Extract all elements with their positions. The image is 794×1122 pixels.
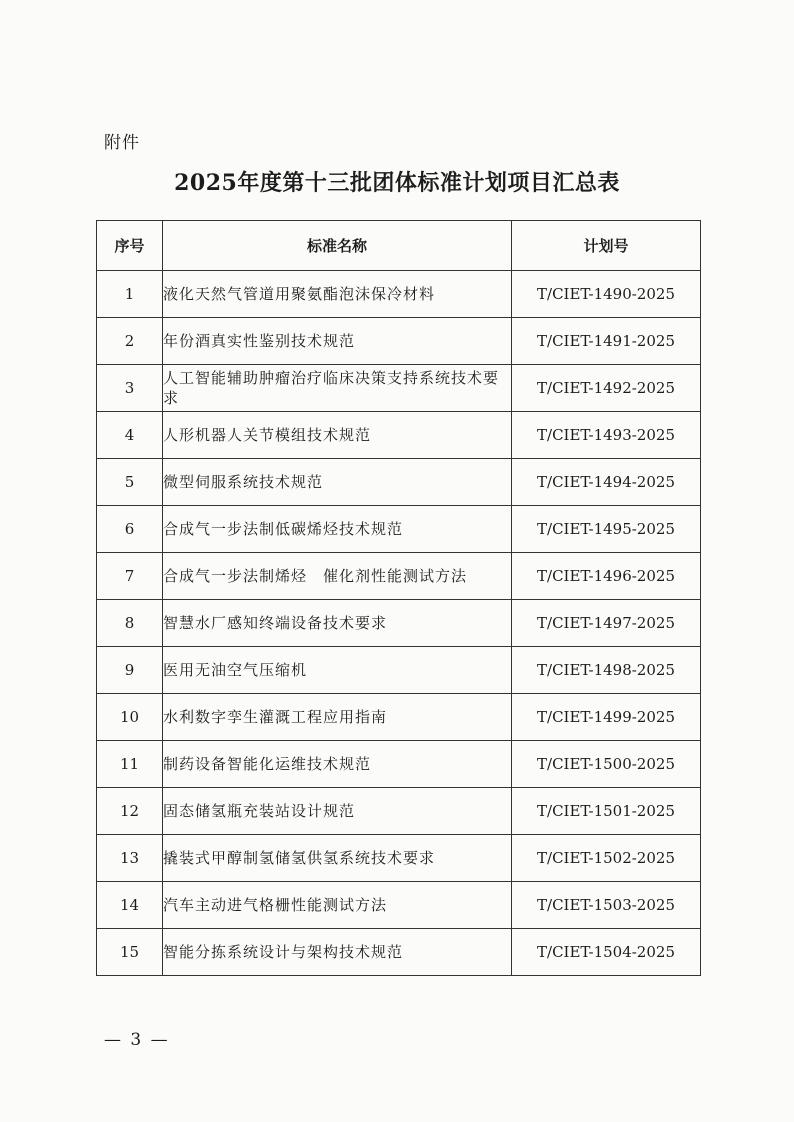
table-row — [97, 271, 701, 318]
table-row — [97, 412, 701, 459]
row-standard-name: 年份酒真实性鉴别技术规范 — [163, 318, 512, 365]
row-standard-name: 合成气一步法制低碳烯烃技术规范 — [163, 506, 512, 553]
row-seq: 3 — [97, 365, 163, 412]
standards-plan-table — [96, 220, 701, 976]
header-seq: 序号 — [97, 221, 163, 271]
row-standard-name: 微型伺服系统技术规范 — [163, 459, 512, 506]
row-standard-name: 水利数字孪生灌溉工程应用指南 — [163, 694, 512, 741]
row-seq: 1 — [97, 271, 163, 318]
row-plan-number: T/CIET-1495-2025 — [512, 506, 701, 553]
table-row — [97, 929, 701, 976]
row-seq: 10 — [97, 694, 163, 741]
row-standard-name: 人工智能辅助肿瘤治疗临床决策支持系统技术要求 — [163, 365, 512, 412]
row-plan-number: T/CIET-1497-2025 — [512, 600, 701, 647]
row-plan-number: T/CIET-1502-2025 — [512, 835, 701, 882]
page-number: — 3 — — [104, 1030, 170, 1050]
row-seq: 2 — [97, 318, 163, 365]
table-row — [97, 788, 701, 835]
table-row — [97, 600, 701, 647]
document-title: 2025年度第十三批团体标准计划项目汇总表 — [174, 170, 620, 196]
row-standard-name: 撬装式甲醇制氢储氢供氢系统技术要求 — [163, 835, 512, 882]
row-seq: 15 — [97, 929, 163, 976]
table-row — [97, 318, 701, 365]
row-plan-number: T/CIET-1503-2025 — [512, 882, 701, 929]
table-row — [97, 835, 701, 882]
row-seq: 12 — [97, 788, 163, 835]
row-seq: 9 — [97, 647, 163, 694]
row-standard-name: 制药设备智能化运维技术规范 — [163, 741, 512, 788]
row-seq: 8 — [97, 600, 163, 647]
table-row — [97, 741, 701, 788]
table-row — [97, 459, 701, 506]
row-standard-name: 智慧水厂感知终端设备技术要求 — [163, 600, 512, 647]
row-plan-number: T/CIET-1504-2025 — [512, 929, 701, 976]
row-seq: 5 — [97, 459, 163, 506]
table-row — [97, 647, 701, 694]
attachment-label: 附件 — [104, 133, 140, 153]
table-row — [97, 365, 701, 412]
table-header-row — [97, 221, 701, 271]
table-row — [97, 506, 701, 553]
header-name: 标准名称 — [163, 221, 512, 271]
row-seq: 6 — [97, 506, 163, 553]
row-standard-name: 液化天然气管道用聚氨酯泡沫保冷材料 — [163, 271, 512, 318]
row-standard-name: 医用无油空气压缩机 — [163, 647, 512, 694]
row-standard-name: 汽车主动进气格栅性能测试方法 — [163, 882, 512, 929]
row-plan-number: T/CIET-1496-2025 — [512, 553, 701, 600]
row-plan-number: T/CIET-1498-2025 — [512, 647, 701, 694]
row-plan-number: T/CIET-1494-2025 — [512, 459, 701, 506]
row-plan-number: T/CIET-1492-2025 — [512, 365, 701, 412]
row-standard-name: 合成气一步法制烯烃 催化剂性能测试方法 — [163, 553, 512, 600]
header-plan-no: 计划号 — [512, 221, 701, 271]
row-standard-name: 智能分拣系统设计与架构技术规范 — [163, 929, 512, 976]
row-standard-name: 人形机器人关节模组技术规范 — [163, 412, 512, 459]
row-plan-number: T/CIET-1500-2025 — [512, 741, 701, 788]
row-plan-number: T/CIET-1491-2025 — [512, 318, 701, 365]
table-row — [97, 694, 701, 741]
row-seq: 7 — [97, 553, 163, 600]
row-seq: 11 — [97, 741, 163, 788]
row-seq: 13 — [97, 835, 163, 882]
row-standard-name: 固态储氢瓶充装站设计规范 — [163, 788, 512, 835]
table-row — [97, 553, 701, 600]
row-plan-number: T/CIET-1490-2025 — [512, 271, 701, 318]
table-row — [97, 882, 701, 929]
row-seq: 14 — [97, 882, 163, 929]
row-seq: 4 — [97, 412, 163, 459]
row-plan-number: T/CIET-1501-2025 — [512, 788, 701, 835]
row-plan-number: T/CIET-1499-2025 — [512, 694, 701, 741]
row-plan-number: T/CIET-1493-2025 — [512, 412, 701, 459]
